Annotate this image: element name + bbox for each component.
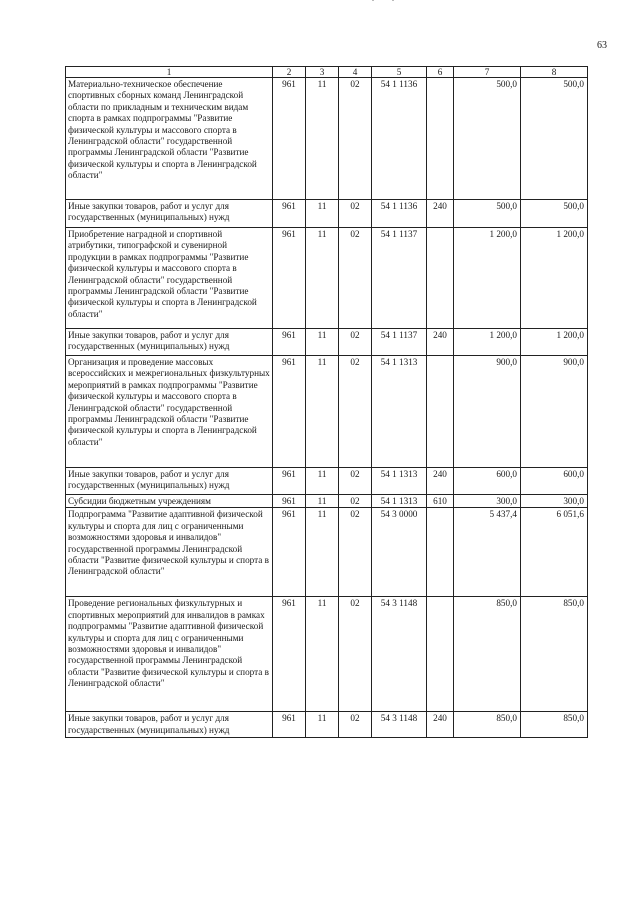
department-code: 961 [273,712,306,738]
amount-col8: 500,0 [521,200,588,228]
table-row [66,468,588,495]
item-name: Подпрограмма "Развитие адаптивной физической культуры и спорта для лиц с ограниченными возможностями здоровья и инвалидов" государственной программы Ленинградской области "Развитие физической культуры и спорта в Ленинградской области" [66,508,273,597]
amount-col8: 900,0 [521,356,588,468]
department-code: 961 [273,495,306,508]
amount-col8: 6 051,6 [521,508,588,597]
section-code: 11 [306,508,339,597]
target-article-code: 54 1 1137 [372,329,427,356]
item-name: Проведение региональных физкультурных и спортивных мероприятий для инвалидов в рамках подпрограммы "Развитие адаптивной физической культуры и спорта для лиц с ограниченными возможностями здоровья и инвалидов" государственной программы Ленинградской области "Развитие физической культуры и спорта в Ленинградской области" [66,597,273,712]
item-name: Субсидии бюджетным учреждениям [66,495,273,508]
expense-type-code [427,597,454,712]
table-row [66,712,588,738]
amount-col7: 600,0 [454,468,521,495]
target-article-code: 54 1 1313 [372,468,427,495]
section-code: 11 [306,356,339,468]
table-row [66,356,588,468]
column-number: 1 [66,67,273,78]
table-row [66,495,588,508]
expense-type-code [427,356,454,468]
target-article-code: 54 3 0000 [372,508,427,597]
table-row [66,200,588,228]
column-number: 2 [273,67,306,78]
expense-type-code: 240 [427,200,454,228]
target-article-code: 54 3 1148 [372,712,427,738]
scan-artifact [372,0,374,1]
amount-col7: 900,0 [454,356,521,468]
target-article-code: 54 1 1136 [372,78,427,200]
expense-type-code [427,508,454,597]
column-number: 7 [454,67,521,78]
table-row [66,329,588,356]
subsection-code: 02 [339,329,372,356]
expense-type-code: 240 [427,468,454,495]
table-row [66,508,588,597]
table-row [66,597,588,712]
section-code: 11 [306,200,339,228]
column-number: 5 [372,67,427,78]
subsection-code: 02 [339,228,372,329]
department-code: 961 [273,356,306,468]
expense-type-code: 610 [427,495,454,508]
section-code: 11 [306,468,339,495]
subsection-code: 02 [339,356,372,468]
column-number: 3 [306,67,339,78]
item-name: Материально-техническое обеспечение спортивных сборных команд Ленинградской области по прикладным и техническим видам спорта в рамках подпрограммы "Развитие физической культуры и массового спорта в Ленинградской области" государственной программы Ленинградской области "Развитие физической культуры и спорта в Ленинградской области" [66,78,273,200]
target-article-code: 54 1 1137 [372,228,427,329]
department-code: 961 [273,228,306,329]
subsection-code: 02 [339,495,372,508]
amount-col7: 850,0 [454,712,521,738]
subsection-code: 02 [339,712,372,738]
subsection-code: 02 [339,508,372,597]
section-code: 11 [306,228,339,329]
section-code: 11 [306,495,339,508]
amount-col8: 500,0 [521,78,588,200]
item-name: Иные закупки товаров, работ и услуг для государственных (муниципальных) нужд [66,200,273,228]
amount-col8: 850,0 [521,712,588,738]
subsection-code: 02 [339,468,372,495]
item-name: Иные закупки товаров, работ и услуг для государственных (муниципальных) нужд [66,468,273,495]
department-code: 961 [273,78,306,200]
subsection-code: 02 [339,78,372,200]
section-code: 11 [306,712,339,738]
column-number: 4 [339,67,372,78]
department-code: 961 [273,200,306,228]
amount-col7: 300,0 [454,495,521,508]
target-article-code: 54 1 1313 [372,495,427,508]
department-code: 961 [273,597,306,712]
amount-col7: 500,0 [454,200,521,228]
expense-type-code: 240 [427,712,454,738]
expense-type-code [427,78,454,200]
scan-artifact [392,0,394,1]
section-code: 11 [306,597,339,712]
table-row [66,78,588,200]
budget-table [65,66,588,738]
table-row [66,228,588,329]
department-code: 961 [273,329,306,356]
department-code: 961 [273,468,306,495]
amount-col7: 500,0 [454,78,521,200]
amount-col7: 850,0 [454,597,521,712]
item-name: Приобретение наградной и спортивной атрибутики, типографской и сувенирной продукции в рамках подпрограммы "Развитие физической культуры и массового спорта в Ленинградской области" государственной программы Ленинградской области "Развитие физической культуры и спорта в Ленинградской области" [66,228,273,329]
column-number: 6 [427,67,454,78]
amount-col8: 600,0 [521,468,588,495]
section-code: 11 [306,329,339,356]
expense-type-code [427,228,454,329]
amount-col7: 1 200,0 [454,329,521,356]
target-article-code: 54 3 1148 [372,597,427,712]
subsection-code: 02 [339,597,372,712]
item-name: Организация и проведение массовых всероссийских и межрегиональных физкультурных мероприятий в рамках подпрограммы "Развитие физической культуры и массового спорта в Ленинградской области" государственной программы Ленинградской области "Развитие физической культуры и спорта в Ленинградской области" [66,356,273,468]
table-header-row [66,67,588,78]
column-number: 8 [521,67,588,78]
item-name: Иные закупки товаров, работ и услуг для государственных (муниципальных) нужд [66,712,273,738]
amount-col8: 850,0 [521,597,588,712]
amount-col7: 1 200,0 [454,228,521,329]
subsection-code: 02 [339,200,372,228]
target-article-code: 54 1 1313 [372,356,427,468]
amount-col7: 5 437,4 [454,508,521,597]
amount-col8: 300,0 [521,495,588,508]
department-code: 961 [273,508,306,597]
amount-col8: 1 200,0 [521,329,588,356]
page-number: 63 [597,40,607,51]
target-article-code: 54 1 1136 [372,200,427,228]
amount-col8: 1 200,0 [521,228,588,329]
item-name: Иные закупки товаров, работ и услуг для государственных (муниципальных) нужд [66,329,273,356]
expense-type-code: 240 [427,329,454,356]
section-code: 11 [306,78,339,200]
